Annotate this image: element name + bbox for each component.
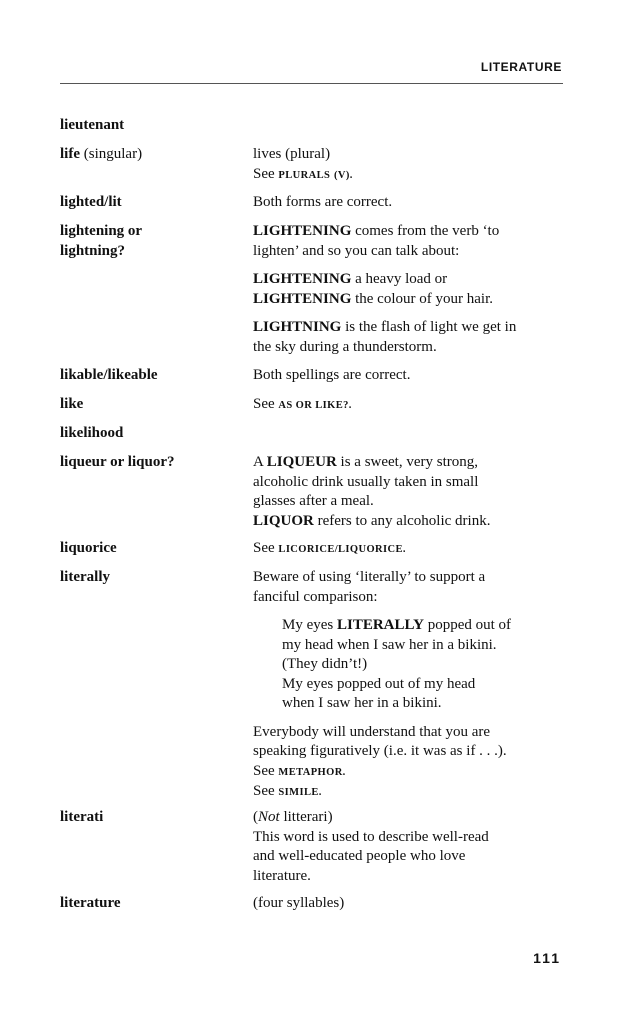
- cross-reference: METAPHOR.: [278, 766, 346, 778]
- cross-reference: AS OR LIKE?.: [278, 400, 352, 411]
- cross-reference: LICORICE/LIQUORICE.: [278, 544, 406, 555]
- term: likelihood: [60, 425, 124, 441]
- definition: Both spellings are correct.: [253, 367, 411, 383]
- definition: See LICORICE/LIQUORICE.: [253, 540, 406, 556]
- example-line: (They didn’t!): [282, 656, 368, 672]
- term: likable/likeable: [60, 367, 158, 383]
- definition: See AS OR LIKE?.: [253, 396, 352, 412]
- term: liqueur or liquor?: [60, 454, 175, 470]
- term: lightening or lightning?: [60, 223, 143, 259]
- page-number: 111: [533, 950, 561, 966]
- definition: LIGHTENING comes from the verb ‘to lighten’ and so you can talk about: LIGHTENING a heavy load or LIGHTENING the colour of your hair. LIGHTNING is the flash of light we get in the sky during a thunderstorm.: [253, 223, 517, 355]
- term: life (singular): [60, 146, 143, 162]
- term: liquorice: [60, 540, 117, 556]
- definition: (four syllables): [253, 895, 345, 911]
- term: lieutenant: [60, 117, 125, 133]
- definition: (Not litterari) This word is used to describe well-read and well-educated people who love literature.: [253, 809, 489, 884]
- definition: Beware of using ‘literally’ to support a fanciful comparison: My eyes LITERALLY popped out of my head when I saw her in a bikini. (They didn’t!) My eyes popped out of my head when I saw her in a bikini. Everybody will understand that you are speaking figuratively (i.e. it was as if . . .). See METAPHOR. See SIMILE.: [253, 568, 565, 803]
- term: literati: [60, 809, 104, 825]
- term: literature: [60, 895, 121, 911]
- header-rule: [60, 83, 563, 84]
- definition: Both forms are correct.: [253, 194, 393, 210]
- cross-reference: PLURALS: [278, 169, 331, 181]
- example-line: My eyes LITERALLY popped out of: [282, 617, 512, 633]
- definition: A LIQUEUR is a sweet, very strong, alcoholic drink usually taken in small glasses after a meal. LIQUOR refers to any alcoholic drink.: [253, 454, 491, 529]
- example-line: when I saw her in a bikini.: [282, 695, 442, 711]
- example-line: my head when I saw her in a bikini.: [282, 636, 497, 653]
- example-line: My eyes popped out of my head: [282, 675, 476, 692]
- cross-reference: SIMILE.: [278, 787, 322, 798]
- term: lighted/lit: [60, 194, 122, 210]
- definition: lives (plural) See PLURALS (V).: [253, 146, 353, 182]
- running-header: LITERATURE: [480, 60, 562, 74]
- term: like: [60, 396, 84, 412]
- term: literally: [60, 569, 110, 585]
